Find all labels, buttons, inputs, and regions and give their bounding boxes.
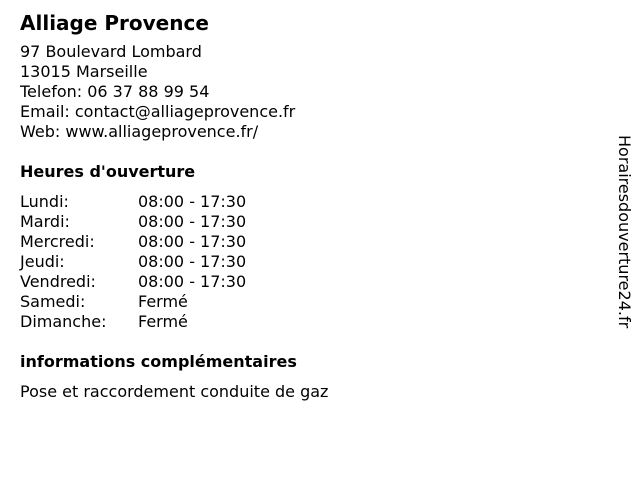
phone-number[interactable]: 06 37 88 99 54 [87,82,210,101]
day-label: Jeudi: [20,252,65,271]
web-label: Web: [20,122,66,141]
email-label: Email: [20,102,75,121]
hours-row-saturday [20,292,246,312]
day-label: Mercredi: [20,232,95,251]
opening-hours-heading: Heures d'ouverture [20,162,196,181]
day-hours: Fermé [138,312,188,331]
day-hours: 08:00 - 17:30 [138,272,247,291]
phone-line [20,82,600,102]
additional-info-text: Pose et raccordement conduite de gaz [20,382,329,401]
address-city: 13015 Marseille [20,62,148,81]
site-watermark: Horairesdouverture24.fr [615,135,634,329]
address-street: 97 Boulevard Lombard [20,42,202,61]
business-name: Alliage Provence [20,11,209,35]
day-hours: 08:00 - 17:30 [138,212,247,231]
hours-row-thursday [20,252,246,272]
day-hours: 08:00 - 17:30 [138,192,247,211]
opening-hours-table [20,192,246,332]
web-line [20,122,600,142]
additional-info-heading: informations complémentaires [20,352,297,371]
phone-label: Telefon: [20,82,88,101]
business-card [20,10,600,402]
web-link[interactable]: www.alliageprovence.fr/ [65,122,259,141]
day-label: Lundi: [20,192,69,211]
day-label: Dimanche: [20,312,107,331]
hours-row-sunday [20,312,246,332]
email-line [20,102,600,122]
hours-row-friday [20,272,246,292]
hours-row-monday [20,192,246,212]
day-hours: 08:00 - 17:30 [138,232,247,251]
email-link[interactable]: contact@alliageprovence.fr [74,102,296,121]
address-block [20,42,600,142]
day-label: Mardi: [20,212,70,231]
hours-row-wednesday [20,232,246,252]
day-hours: Fermé [138,292,188,311]
day-label: Samedi: [20,292,86,311]
day-hours: 08:00 - 17:30 [138,252,247,271]
hours-row-tuesday [20,212,246,232]
day-label: Vendredi: [20,272,96,291]
